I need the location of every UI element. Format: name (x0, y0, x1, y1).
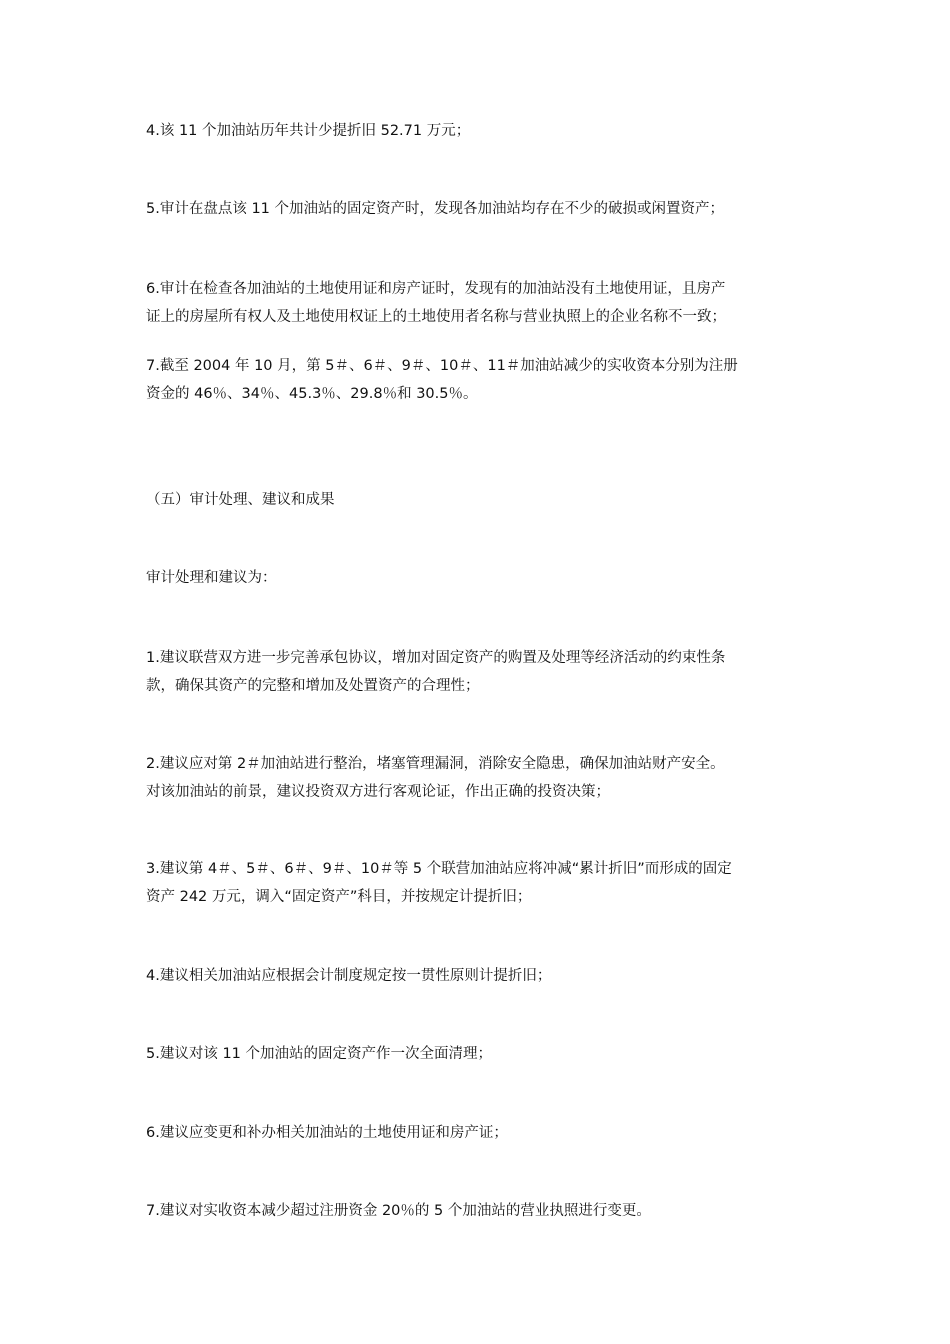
text-line: 审计处理和建议为： (146, 570, 277, 586)
text-line: 资金的 46％、34％、45.3％、29.8％和 30.5％。 (146, 386, 478, 402)
text-line: 资产 242 万元，调入“固定资产”科目，并按规定计提折旧； (146, 889, 532, 905)
text-line: 6.建议应变更和补办相关加油站的土地使用证和房产证； (146, 1125, 508, 1141)
section-heading (146, 486, 814, 514)
recommendation-item-4 (146, 962, 814, 990)
recommendation-item-7 (146, 1197, 814, 1225)
text-line: 1.建议联营双方进一步完善承包协议，增加对固定资产的购置及处理等经济活动的约束性条 (146, 650, 726, 666)
text-line: 4.该 11 个加油站历年共计少提折旧 52.71 万元； (146, 123, 471, 139)
recommendation-item-6 (146, 1119, 814, 1147)
finding-item-7 (146, 352, 814, 408)
recommendation-item-2 (146, 750, 814, 806)
finding-item-5 (146, 195, 814, 223)
text-line: 7.建议对实收资本减少超过注册资金 20％的 5 个加油站的营业执照进行变更。 (146, 1203, 651, 1219)
recommendation-item-3 (146, 855, 814, 911)
text-line: 5.审计在盘点该 11 个加油站的固定资产时，发现各加油站均存在不少的破损或闲置资产； (146, 201, 724, 217)
text-line: 6.审计在检查各加油站的土地使用证和房产证时，发现有的加油站没有土地使用证，且房产 (146, 281, 726, 297)
finding-item-6 (146, 275, 814, 331)
recommendation-item-5 (146, 1040, 814, 1068)
text-line: （五）审计处理、建议和成果 (146, 492, 335, 508)
text-line: 7.截至 2004 年 10 月，第 5＃、6＃、9＃、10＃、11＃加油站减少的实收资本分别为注册 (146, 358, 738, 374)
text-line: 2.建议应对第 2＃加油站进行整治，堵塞管理漏洞，消除安全隐患，确保加油站财产安全。 (146, 756, 725, 772)
finding-item-4 (146, 117, 814, 145)
text-line: 对该加油站的前景，建议投资双方进行客观论证，作出正确的投资决策； (146, 784, 610, 800)
text-line: 5.建议对该 11 个加油站的固定资产作一次全面清理； (146, 1046, 493, 1062)
recommendations-intro (146, 564, 814, 592)
text-line: 4.建议相关加油站应根据会计制度规定按一贯性原则计提折旧； (146, 968, 552, 984)
text-line: 款，确保其资产的完整和增加及处置资产的合理性； (146, 678, 480, 694)
text-line: 3.建议第 4＃、5＃、6＃、9＃、10＃等 5 个联营加油站应将冲减“累计折旧”而形成的固定 (146, 861, 732, 877)
recommendation-item-1 (146, 644, 814, 700)
text-line: 证上的房屋所有权人及土地使用权证上的土地使用者名称与营业执照上的企业名称不一致； (146, 309, 726, 325)
